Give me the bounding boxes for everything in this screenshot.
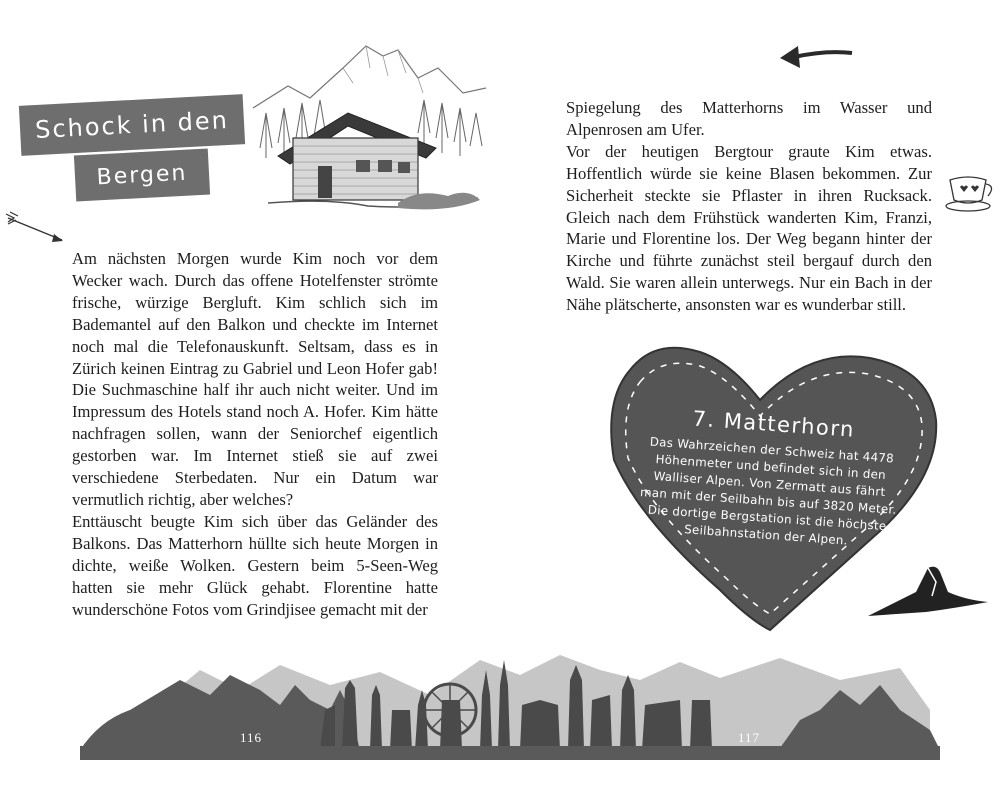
city-skyline (80, 650, 940, 760)
heart-title: 7. Matterhorn (691, 406, 856, 442)
arrow-icon (4, 210, 66, 246)
title-line-1: Schock in den (34, 105, 230, 145)
matterhorn-icon (866, 562, 990, 618)
title-line-2: Bergen (96, 160, 188, 190)
mountain-hut-sketch (248, 38, 488, 218)
title-banner-2 (74, 149, 210, 202)
left-page-text (72, 248, 438, 620)
paragraph: Vor der heutigen Bergtour graute Kim etwas. Hoffentlich würde sie keine Blasen bekommen. Zur Sicherheit steckte sie Pflaster in ihren Rucksack. Gleich nach dem Frühstück wanderten Kim, Franzi, Marie und Florentine los. Der Weg begann hinter der Kirche und führte zunächst steil bergauf durch den Wald. Sie waren allein unterwegs. Nur ein Bach in der Nähe plätscherte, ansonsten war es wunderbar still. (566, 141, 932, 315)
paragraph: Am nächsten Morgen wurde Kim noch vor dem Wecker wach. Durch das offene Hotelfenster strömte frische, würzige Bergluft. Kim schlich sich im Bademantel auf den Balkon und checkte im Internet noch mal die Telefonauskunft. Seltsam, dass es in Zürich keinen Eintrag zu Gabriel und Leon Hofer gab! Die Suchmaschine half ihr auch nicht weiter. Und im Impressum des Hotels stand noch A. Hofer. Kim hätte nachfragen sollen, wann der Seniorchef eigentlich gestorben war. Im Internet stieß sie auf zwei verschiedene Sterbedaten. Nur ein Datum war vermutlich richtig, aber welches? (72, 249, 438, 509)
title-banner (19, 94, 245, 156)
arrow-left-icon (776, 44, 856, 70)
teacup-icon (944, 172, 998, 216)
heart-content (636, 403, 905, 553)
paragraph: Spiegelung des Matterhorns im Wasser und Alpenrosen am Ufer. (566, 98, 932, 139)
page-number-right: 117 (738, 730, 761, 745)
heart-body: Das Wahrzeichen der Schweiz hat 4478 Höhenmeter und befindet sich in den Walliser Alpen. Von Zermatt aus fährt man mit der Seilbahn bis auf 3820 Meter. Die dortige Bergstation ist die höchste Seilbahnstation der Alpen. (639, 434, 898, 548)
paragraph: Enttäuscht beugte Kim sich über das Geländer des Balkons. Das Matterhorn hüllte sich heute Morgen in dichte, weiße Wolken. Gestern beim 5-Seen-Weg hatten sie mehr Glück gehabt. Florentine hatte wunderschöne Fotos vom Grindjisee gemacht mit der (72, 511, 438, 619)
page-number-left: 116 (240, 730, 263, 745)
right-page-text (566, 97, 932, 316)
